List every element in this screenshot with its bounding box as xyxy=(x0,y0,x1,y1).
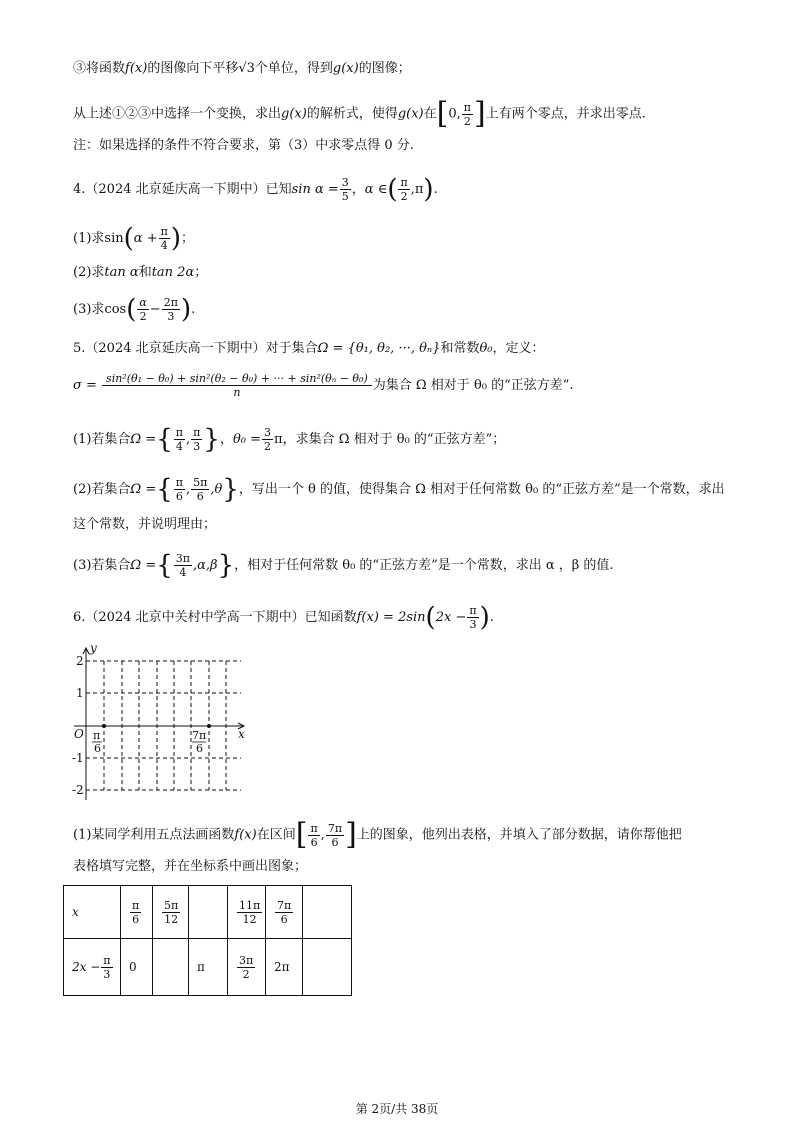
question-6-heading: 6.（2024 北京中关村中学高一下期中）已知函数f(x) = 2sin(2x − $\frac{\pi}{3}$ ). xyxy=(73,602,494,633)
origin-label: O xyxy=(74,727,84,741)
table-row-label-phase: 2x − $\frac{\pi}{3}$ xyxy=(64,939,121,996)
question-4-part-2: (2)求tan α和tan 2α； xyxy=(73,265,208,280)
question-5-part-3: (3)若集合Ω ={ $\frac{3\pi}{4}$ ,α,β}，相对于任何常数 θ₀ 的“正弦方差”是一个常数，求出 α ，β 的值. xyxy=(73,550,614,581)
question-5-part-2: (2)若集合Ω ={ $\frac{\pi}{6}$ , $\frac{5\pi}{6}$ ,θ}，写出一个 θ 的值，使得集合 Ω 相对于任何常数 θ₀ 的“正弦方差”是一个常数，求出 xyxy=(73,474,725,505)
table-cell-empty xyxy=(303,886,352,939)
table-cell: $\frac{\pi}{6}$ xyxy=(121,886,153,939)
question-3-3-text: 从上述①②③中选择一个变换，求出g(x)的解析式，使得g(x)在[0, $\frac{\pi}{2}$ ]上有两个零点，并求出零点. xyxy=(73,96,646,131)
x-tick-7pi6-num: 7π xyxy=(192,729,207,742)
question-6-part-1: (1)某同学利用五点法画函数f(x)在区间[ $\frac{\pi}{6}$ , $\frac{7\pi}{6}$ ]上的图象，他列出表格，并填入了部分数据，请你帮他把 xyxy=(73,817,682,852)
point-7pi-6 xyxy=(207,724,211,728)
x-axis-label: x xyxy=(238,727,245,741)
y-tick-1: 1 xyxy=(76,686,84,700)
y-tick-neg2: -2 xyxy=(72,783,84,797)
axes xyxy=(74,648,244,800)
table-row-label-x: x xyxy=(64,886,121,939)
table-row-phase xyxy=(64,939,352,996)
y-tick-2: 2 xyxy=(76,654,84,668)
table-cell: $\frac{5\pi}{12}$ xyxy=(153,886,189,939)
x-tick-pi6-num: π xyxy=(93,729,101,742)
question-4-heading: 4.（2024 北京延庆高一下期中）已知sin α = $\frac{3}{5}$ ，α ∈( $\frac{\pi}{2}$ ,π). xyxy=(73,174,438,205)
table-cell xyxy=(153,939,189,996)
question-5-part-2-cont: 这个常数，并说明理由； xyxy=(73,517,217,532)
x-tick-pi6-den: 6 xyxy=(94,742,101,755)
table-row-x xyxy=(64,886,352,939)
table-cell-empty xyxy=(303,939,352,996)
page-footer: 第 2页/共 38页 xyxy=(355,1102,439,1116)
question-4-part-3: (3)求cos( $\frac{\alpha}{2}$ − $\frac{2\pi}{3}$ ). xyxy=(73,294,196,325)
y-tick-neg1: -1 xyxy=(72,751,84,765)
table-cell: $\frac{11\pi}{12}$ xyxy=(228,886,266,939)
y-axis-label: y xyxy=(90,642,97,655)
table-cell: 2π xyxy=(266,939,303,996)
question-5-definition: σ = $\frac{\text{sin²(θ₁ − θ₀) + sin²(θ₂ − θ₀) + ··· + sin²(θₙ − θ₀)}}{n}$ 为集合 Ω 相对于 θ₀ 的“正弦方差”. xyxy=(73,372,574,399)
table-cell: $\frac{7\pi}{6}$ xyxy=(266,886,303,939)
question-5-part-1: (1)若集合Ω ={ $\frac{\pi}{4}$ , $\frac{\pi}{3}$ }，θ₀ = $\frac{3}{2}$ π，求集合 Ω 相对于 θ₀ 的“正弦方差”； xyxy=(73,424,506,455)
condition-3-text: ③将函数f(x)的图像向下平移√3个单位，得到g(x)的图像； xyxy=(73,61,411,76)
x-tick-7pi6-den: 6 xyxy=(196,742,203,755)
table-cell: π xyxy=(189,939,228,996)
five-point-table xyxy=(63,885,352,996)
coordinate-grid xyxy=(66,642,256,802)
question-4-part-1: (1)求sin(α + $\frac{\pi}{4}$ )； xyxy=(73,223,194,254)
note-text: 注：如果选择的条件不符合要求，第（3）中求零点得 0 分. xyxy=(73,138,414,153)
question-5-heading: 5.（2024 北京延庆高一下期中）对于集合Ω = {θ₁, θ₂, ···, θₙ}和常数θ₀，定义： xyxy=(73,341,545,356)
table-cell: 0 xyxy=(121,939,153,996)
table-cell-empty xyxy=(189,886,228,939)
point-pi-6 xyxy=(102,724,106,728)
question-6-part-1-cont: 表格填写完整，并在坐标系中画出图象； xyxy=(73,859,308,874)
table-cell: $\frac{3\pi}{2}$ xyxy=(228,939,266,996)
